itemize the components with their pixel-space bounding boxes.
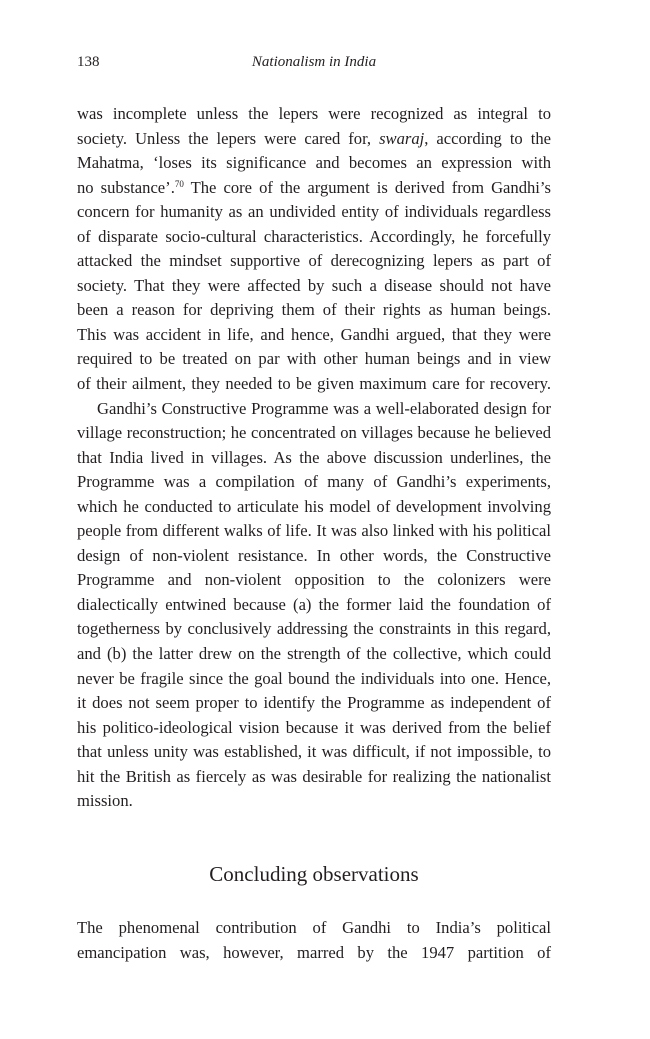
text-line: This was accident in life, and hence, Gandhi argued, that they were <box>77 324 551 344</box>
text-segment: society. Unless the lepers were cared for, <box>77 128 380 148</box>
paragraph-partition <box>77 916 551 965</box>
text-line: of their ailment, they needed to be given maximum care for recovery. <box>77 374 551 394</box>
italic-term-swaraj: swaraj <box>379 128 425 148</box>
paragraph-constructive-programme <box>77 397 551 814</box>
page-number: 138 <box>77 54 100 70</box>
text-line: never be fragile since the goal bound the individuals into one. Hence, <box>77 668 551 688</box>
text-line: village reconstruction; he concentrated on villages because he believed <box>77 423 551 443</box>
text-line: that India lived in villages. As the above discussion underlines, the <box>77 447 551 467</box>
text-line: emancipation was, however, marred by the 1947 partition of <box>77 942 551 962</box>
text-line: his politico-ideological vision because it was derived from the belief <box>77 717 551 737</box>
text-line: The phenomenal contribution of Gandhi to India’s political <box>77 918 551 937</box>
text-line: Gandhi’s Constructive Programme was a well-elaborated design for <box>97 398 551 418</box>
text-line: Programme and non-violent opposition to the colonizers were <box>77 570 551 590</box>
text-line: concern for humanity as an undivided entity of individuals regardless <box>77 202 551 222</box>
main-text-continued <box>77 916 551 965</box>
text-line: and (b) the latter drew on the strength of the collective, which could <box>77 644 551 664</box>
text-segment: The core of the argument is derived from Gandhi’s <box>183 177 551 197</box>
text-line: attacked the mindset supportive of derecognizing lepers as part of <box>77 251 551 271</box>
paragraph-lepers <box>77 102 551 397</box>
text-segment: no substance’. <box>77 177 175 197</box>
section-heading: Concluding observations <box>209 862 419 886</box>
text-line: Programme was a compilation of many of Gandhi’s experiments, <box>77 472 551 492</box>
text-line: it does not seem proper to identify the Programme as independent of <box>77 693 551 713</box>
text-line: hit the British as fiercely as was desirable for realizing the nationalist <box>77 766 551 786</box>
text-line <box>77 176 551 201</box>
footnote-reference: 70 <box>174 178 184 189</box>
text-line: that unless unity was established, it was difficult, if not impossible, to <box>77 742 551 762</box>
text-line: mission. <box>77 791 133 811</box>
text-line: society. That they were affected by such a disease should not have <box>77 275 551 295</box>
text-line: which he conducted to articulate his model of development involving <box>77 496 551 516</box>
text-line <box>77 127 551 152</box>
text-line: dialectically entwined because (a) the former laid the foundation of <box>77 594 551 614</box>
text-line: of disparate socio-cultural characteristics. Accordingly, he forcefully <box>77 226 551 246</box>
text-segment: , according to the <box>424 128 551 148</box>
text-line: Mahatma, ‘loses its significance and becomes an expression with <box>77 153 551 173</box>
running-head <box>77 54 551 74</box>
text-line: been a reason for depriving them of their rights as human beings. <box>77 300 551 320</box>
text-line: required to be treated on par with other human beings and in view <box>77 349 551 369</box>
text-line: design of non-violent resistance. In other words, the Constructive <box>77 545 551 565</box>
text-line: was incomplete unless the lepers were recognized as integral to <box>77 104 551 123</box>
running-title: Nationalism in India <box>251 54 377 70</box>
main-text <box>77 102 551 814</box>
text-line: togetherness by conclusively addressing the constraints in this regard, <box>77 619 551 639</box>
text-line: people from different walks of life. It was also linked with his political <box>77 521 551 541</box>
